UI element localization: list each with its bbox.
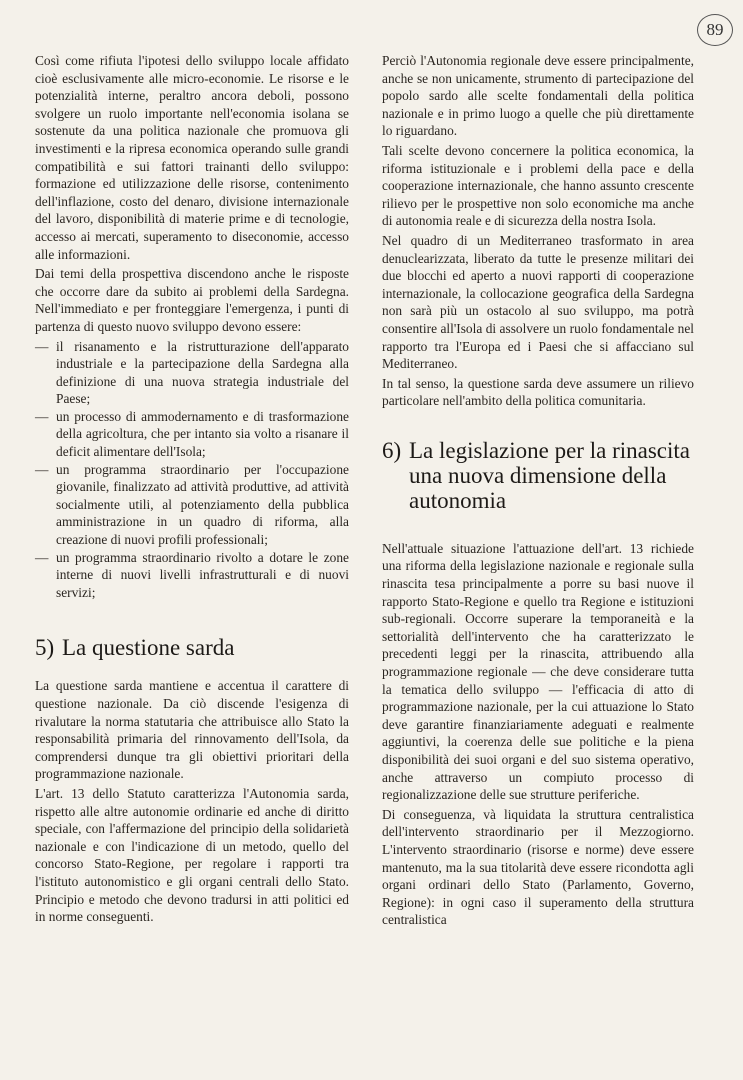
list-item (35, 338, 349, 408)
list-item-text: il risanamento e la ristrutturazione dell'apparato industriale e la partecipazione della Sardegna alla definizione di una nuova strategia industriale del Paese; (56, 338, 349, 407)
list-item (35, 549, 349, 602)
paragraph: In tal senso, la questione sarda deve assumere un rilievo particolare nell'ambito della politica comunitaria. (382, 375, 694, 409)
section-6-heading (382, 438, 694, 513)
section-5-heading (35, 635, 349, 660)
paragraph: La questione sarda mantiene e accentua il carattere di questione nazionale. Da ciò discende l'esigenza di rivalutare la norma statutaria che attribuisce allo Stato la responsabilità primaria del rinnovamento dell'Isola, da comprendersi dunque tra gli obiettivi prioritari della programmazione nazionale. (35, 678, 349, 782)
paragraph: Dai temi della prospettiva discendono anche le risposte che occorre dare da subito ai problemi della Sardegna. Nell'immediato e per fronteggiare l'emergenza, i punti di partenza di questo nuovo sviluppo devono essere: (35, 266, 349, 334)
paragraph: Perciò l'Autonomia regionale deve essere principalmente, anche se non unicamente, strumento di partecipazione del popolo sardo alle scelte fondamentali della politica nazionale e in primo luogo a quelle che più direttamente lo riguardano. (382, 53, 694, 139)
paragraph: Nell'attuale situazione l'attuazione dell'art. 13 richiede una riforma della legislazione nazionale e regionale sulla rinascita tesa principalmente a porre su basi nuove il rapporto Stato-Regione e quello tra Regione e istituzioni sub-regionali. Occorre superare la temporaneità e la settorialità dell'intervento che ha caratterizzato le precedenti leggi per la rinascita, attribuendo alla programmazione regionale — che deve considerare tutta la tematica dello sviluppo — l'efficacia di atto di programmazione nazionale, per la cui attuazione lo Stato deve garantire finanziariamente adeguati e realmente aggiuntivi, la coerenza delle sue politiche e la piena disponibilità dei suoi organi e del suo sistema operativo, anche attraverso un compiuto processo di regionalizzazione delle sue strutture periferiche. (382, 540, 694, 803)
dash-marker: — (35, 408, 49, 424)
paragraph: Tali scelte devono concernere la politica economica, la riforma istituzionale e i problemi della pace e della cooperazione internazionale, che hanno assunto crescente rilievo per le prospettive non solo economiche ma anche di autonomia reale e di sicurezza della nostra Isola. (382, 142, 694, 229)
paragraph: Così come rifiuta l'ipotesi dello sviluppo locale affidato cioè esclusivamente alle micro-economie. Le risorse e le potenzialità interne, peraltro ancora deboli, possono svolgere un ruolo importante nell'economia isolana se sostenute da una politica nazionale che promuova gli investimenti e la ripresa economica operando sulle grandi compatibilità e sui fattori trainanti dello sviluppo: formazione ed utilizzazione delle risorse, contenimento dell'inflazione, costo del denaro, divisione internazionale del lavoro, disponibilità di materie prime e di tecnologie, accesso ai mercati, superamento to diseconomie, accesso alle informazioni. (35, 53, 349, 262)
list-item (35, 461, 349, 549)
list-item-text: un processo di ammodernamento e di trasformazione della agricoltura, che per intanto sia volto a risanare il deficit alimentare dell'Isola; (56, 408, 349, 460)
list-item-text: un programma straordinario rivolto a dotare le zone interne di nuovi livelli infrastrutturali e di nuovi servizi; (56, 549, 349, 600)
right-column (382, 52, 694, 931)
dash-marker: — (35, 338, 49, 354)
section-title-line: La legislazione per la rinascita (409, 437, 690, 463)
section-title-line: una nuova dimensione della (409, 462, 667, 488)
left-column (35, 52, 349, 928)
list-item (35, 408, 349, 461)
section-title: La questione sarda (62, 635, 235, 661)
dash-marker: — (35, 461, 49, 477)
page-number: 89 (697, 14, 733, 46)
bullet-list (35, 338, 349, 602)
paragraph: Di conseguenza, và liquidata la struttura centralistica dell'intervento straordinario per il Mezzogiorno. L'intervento straordinario (risorse e norme) deve essere mantenuto, ma la sua titolarità deve essere ricondotta agli organi ordinari dello Stato (Parlamento, Governo, Regione): in ogni caso il superamento della struttura centralistica (382, 806, 694, 928)
dash-marker: — (35, 549, 49, 565)
paragraph: L'art. 13 dello Statuto caratterizza l'Autonomia sarda, rispetto alle altre autonomie ordinarie ed anche di diritto speciale, con l'affermazione del principio della solidarietà nazionale e con l'indicazione di un metodo, quello del concorso Stato-Regione, per regolare i rapporti tra l'istituto autonomistico e gli organi centrali dello Stato. Principio e metodo che devono tradursi in atti politici ed in norme conseguenti. (35, 785, 349, 925)
list-item-text: un programma straordinario per l'occupazione giovanile, finalizzato ad attività produttive, ad attività socialmente utili, al potenziamento della pubblica amministrazione in un quadro di riforma, alla creazione di nuovi profili professionali; (56, 461, 349, 548)
section-title-line: autonomia (409, 487, 507, 513)
section-number: 6) (382, 437, 402, 463)
paragraph: Nel quadro di un Mediterraneo trasformato in area denuclearizzata, liberato da tutte le presenze militari dei due blocchi ed aperto a nuovi rapporti di cooperazione internazionale, la collocazione geografica della Sardegna non sarà più un ostacolo al suo sviluppo, ma potrà consentire all'Isola di assolvere un ruolo fondamentale nel rapporto tra l'Europa ed i Paesi che si affacciano sul Mediterraneo. (382, 232, 694, 372)
section-number: 5) (35, 635, 55, 661)
